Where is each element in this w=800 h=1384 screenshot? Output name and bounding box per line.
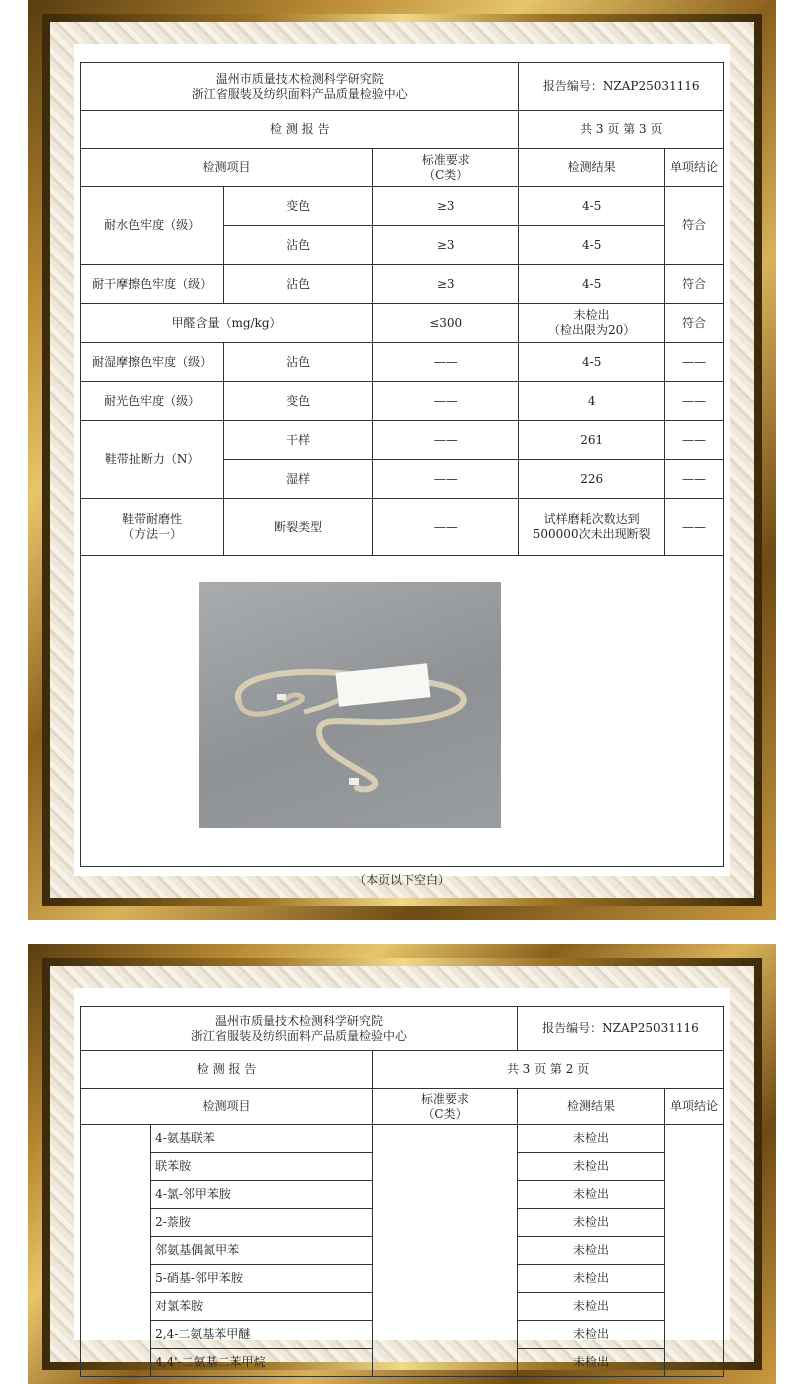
wet-rub-conclusion: —— xyxy=(664,343,723,382)
report-number: 报告编号：NZAP25031116 xyxy=(517,1007,723,1051)
abrasion-res-line2: 500000次未出现断裂 xyxy=(532,527,651,541)
amine-name: 4-氯-邻甲苯胺 xyxy=(151,1181,373,1209)
header-result: 检测结果 xyxy=(519,149,664,187)
org-name-cell xyxy=(81,63,519,111)
shoelace-image xyxy=(199,582,501,828)
amine-result: 未检出 xyxy=(517,1321,664,1349)
org-line-2: 浙江省服装及纺织面料产品质量检验中心 xyxy=(190,1028,407,1043)
dry-rub-std: ≥3 xyxy=(372,265,519,304)
page-blank-note: （本页以下空白） xyxy=(353,873,450,887)
org-name-cell xyxy=(81,1007,518,1051)
report-number: 报告编号：NZAP25031116 xyxy=(519,63,724,111)
dry-rub-res: 4-5 xyxy=(519,265,664,304)
wf-change-std: ≥3 xyxy=(372,187,519,226)
header-standard-line2: （C类） xyxy=(422,1106,468,1121)
report-page-2 xyxy=(74,988,730,1369)
amine-result: 未检出 xyxy=(517,1237,664,1265)
report-frame-page2 xyxy=(28,944,776,1384)
amine-result: 未检出 xyxy=(517,1265,664,1293)
wf-stain-res: 4-5 xyxy=(519,226,664,265)
header-standard-line1: 标准要求 xyxy=(420,1091,469,1106)
amine-name: 4-氨基联苯 xyxy=(151,1125,373,1153)
amine-name: 2,4-二氨基苯甲醚 xyxy=(151,1321,373,1349)
wf-change-sub: 变色 xyxy=(224,187,373,226)
header-standard-line1: 标准要求 xyxy=(421,152,470,167)
wf-stain-sub: 沾色 xyxy=(224,226,373,265)
bf-dry-sub: 干样 xyxy=(224,421,373,460)
sample-photo-cell xyxy=(81,556,724,867)
amine-result: 未检出 xyxy=(517,1209,664,1237)
org-line-1: 温州市质量技术检测科学研究院 xyxy=(215,71,384,86)
frame-mat xyxy=(50,966,754,1369)
header-result: 检测结果 xyxy=(517,1089,664,1125)
amine-result: 未检出 xyxy=(517,1293,664,1321)
formaldehyde-res-line1: 未检出 xyxy=(573,308,610,322)
org-line-1: 温州市质量技术检测科学研究院 xyxy=(214,1013,383,1028)
dry-rub-sub: 沾色 xyxy=(224,265,373,304)
report-table-page2 xyxy=(80,1006,724,1377)
frame-border xyxy=(42,14,762,906)
formaldehyde-conclusion: 符合 xyxy=(664,304,723,343)
formaldehyde-std: ≤300 xyxy=(372,304,519,343)
abrasion-label xyxy=(81,499,224,556)
light-conclusion: —— xyxy=(664,382,723,421)
amine-result: 未检出 xyxy=(517,1153,664,1181)
page-info: 共 3 页 第 3 页 xyxy=(519,111,724,149)
bf-wet-sub: 湿样 xyxy=(224,460,373,499)
amine-name: 联苯胺 xyxy=(151,1153,373,1181)
amine-result: 未检出 xyxy=(517,1125,664,1153)
amine-conclusion-cell xyxy=(665,1125,724,1377)
frame-border xyxy=(42,958,762,1370)
abrasion-label-line1: 鞋带耐磨性 xyxy=(122,512,183,526)
amine-group-cell xyxy=(81,1125,151,1377)
water-fastness-label: 耐水色牢度（级） xyxy=(81,187,224,265)
wf-conclusion: 符合 xyxy=(664,187,723,265)
wet-rub-sub: 沾色 xyxy=(224,343,373,382)
header-item: 检测项目 xyxy=(81,149,373,187)
abrasion-conclusion: —— xyxy=(664,499,723,556)
amine-name: 2-萘胺 xyxy=(151,1209,373,1237)
bf-dry-conclusion: —— xyxy=(664,421,723,460)
header-conclusion: 单项结论 xyxy=(664,149,723,187)
report-frame-page3 xyxy=(28,0,776,920)
bf-dry-std: —— xyxy=(372,421,519,460)
header-conclusion: 单项结论 xyxy=(665,1089,724,1125)
bf-dry-res: 261 xyxy=(519,421,664,460)
amine-name: 5-硝基-邻甲苯胺 xyxy=(151,1265,373,1293)
report-title: 检 测 报 告 xyxy=(81,111,519,149)
wet-rub-res: 4-5 xyxy=(519,343,664,382)
wf-stain-std: ≥3 xyxy=(372,226,519,265)
formaldehyde-res-line2: （检出限为20） xyxy=(548,323,636,337)
abrasion-label-line2: （方法一） xyxy=(122,527,183,541)
formaldehyde-label: 甲醛含量（mg/kg） xyxy=(81,304,373,343)
sample-photo xyxy=(199,582,501,828)
formaldehyde-res xyxy=(519,304,664,343)
abrasion-sub: 断裂类型 xyxy=(224,499,373,556)
abrasion-res-line1: 试样磨耗次数达到 xyxy=(543,512,640,526)
header-item: 检测项目 xyxy=(81,1089,373,1125)
header-standard xyxy=(372,149,519,187)
amine-std-cell xyxy=(373,1125,518,1377)
light-sub: 变色 xyxy=(224,382,373,421)
org-line-2: 浙江省服装及纺织面料产品质量检验中心 xyxy=(191,86,408,101)
dry-rub-conclusion: 符合 xyxy=(664,265,723,304)
bf-wet-conclusion: —— xyxy=(664,460,723,499)
light-res: 4 xyxy=(519,382,664,421)
abrasion-std: —— xyxy=(372,499,519,556)
bf-wet-std: —— xyxy=(372,460,519,499)
frame-mat xyxy=(50,22,754,898)
wet-rub-std: —— xyxy=(372,343,519,382)
wf-change-res: 4-5 xyxy=(519,187,664,226)
amine-result: 未检出 xyxy=(517,1349,664,1377)
header-standard xyxy=(373,1089,518,1125)
abrasion-res xyxy=(519,499,664,556)
page-info: 共 3 页 第 2 页 xyxy=(373,1051,724,1089)
report-table-page3 xyxy=(80,62,724,867)
amine-name: 对氯苯胺 xyxy=(151,1293,373,1321)
report-page-3 xyxy=(74,44,730,887)
light-fastness-label: 耐光色牢度（级） xyxy=(81,382,224,421)
header-standard-line2: （C类） xyxy=(423,167,469,182)
amine-result: 未检出 xyxy=(517,1181,664,1209)
dry-rub-label: 耐干摩擦色牢度（级） xyxy=(81,265,224,304)
light-std: —— xyxy=(372,382,519,421)
wet-rub-label: 耐湿摩擦色牢度（级） xyxy=(81,343,224,382)
break-force-label: 鞋带扯断力（N） xyxy=(81,421,224,499)
report-title: 检 测 报 告 xyxy=(81,1051,373,1089)
amine-name: 邻氨基偶氮甲苯 xyxy=(151,1237,373,1265)
bf-wet-res: 226 xyxy=(519,460,664,499)
amine-name: 4,4'-二氨基二苯甲烷 xyxy=(151,1349,373,1377)
